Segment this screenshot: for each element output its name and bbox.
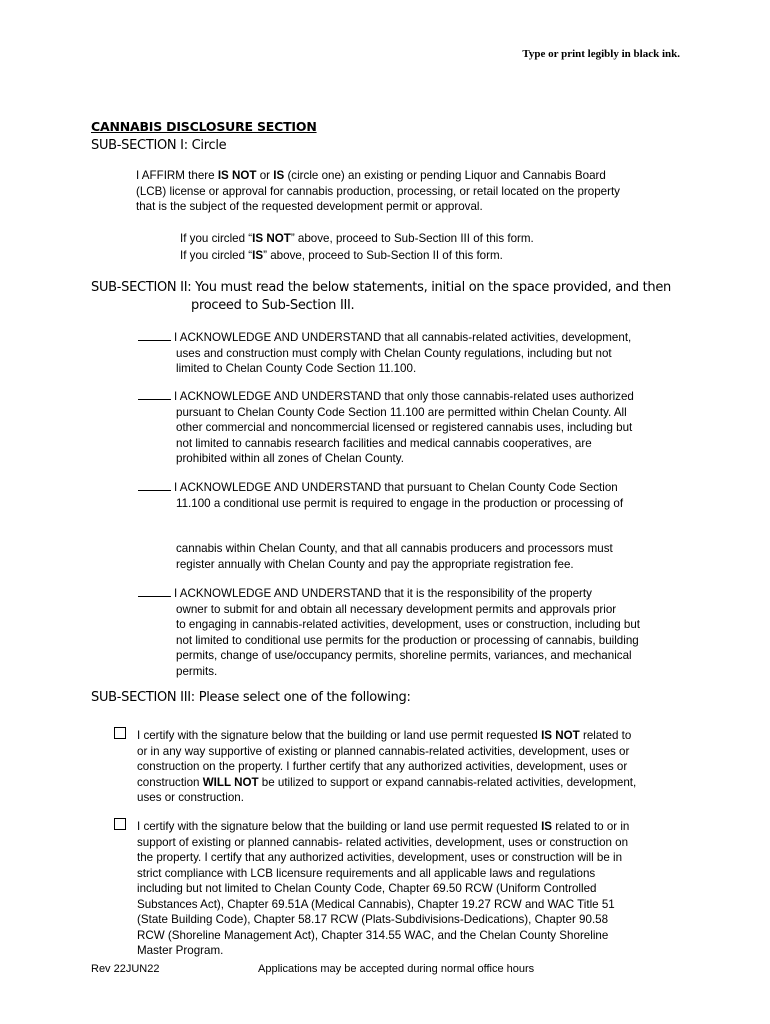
is-option[interactable]: IS: [273, 169, 285, 182]
subsection-1-heading: SUB-SECTION I: Circle: [91, 138, 227, 153]
affirm-paragraph: [136, 168, 696, 215]
affirm-line: I AFFIRM there IS NOT or IS (circle one) an existing or pending Liquor and Cannabis Board: [136, 169, 606, 182]
option-is-text: I certify with the signature below that the building or land use permit requested IS related to or in support of existing or planned cannabis- related activities, development, uses or construction on the property. I certify that any authorized activities, development, uses or construction will be in strict compliance with LCB licensure requirements and all applicable laws and regulations including but not limited to Chelan County Code, Chapter 69.50 RCW (Uniform Controlled Substances Act), Chapter 69.51A (Medical Cannabis), Chapter 19.27 RCW and WAC Title 51 (State Building Code), Chapter 58.17 RCW (Plats-Subdivisions-Dedications), Chapter 90.58 RCW (Shoreline Management Act), Chapter 314.55 WAC, and the Chelan County Shoreline Master Program.: [137, 820, 630, 957]
subsection-3-heading: SUB-SECTION III: Please select one of the following:: [91, 690, 411, 705]
initial-field[interactable]: [138, 329, 171, 341]
initial-field[interactable]: [138, 479, 171, 491]
section-title: CANNABIS DISCLOSURE SECTION: [91, 119, 317, 134]
initial-field[interactable]: [138, 388, 171, 400]
revision-label: Rev 22JUN22: [91, 963, 160, 975]
subsection-2-heading: SUB-SECTION II: You must read the below statements, initial on the space provided, and then proceed to Sub-Section III.: [91, 280, 671, 313]
acknowledgement-3: I ACKNOWLEDGE AND UNDERSTAND that pursuant to Chelan County Code Section 11.100 a conditional use permit is required to engage in the production or processing of: [138, 479, 698, 511]
is-not-option[interactable]: IS NOT: [217, 169, 257, 182]
header-note: Type or print legibly in black ink.: [522, 48, 680, 60]
footer-note: Applications may be accepted during normal office hours: [258, 963, 535, 975]
acknowledgement-1: I ACKNOWLEDGE AND UNDERSTAND that all cannabis-related activities, development, uses and construction must comply with Chelan County regulations, including but not limited to Chelan County Code Section 11.100.: [138, 329, 698, 377]
option-is-not-text: I certify with the signature below that the building or land use permit requested IS NOT related to or in any way supportive of existing or planned cannabis-related activities, development, uses or construction on the property. I further certify that any authorized activities, development, uses or construction WILL NOT be utilized to support or expand cannabis-related activities, development, uses or construction.: [137, 729, 637, 804]
option-is-checkbox[interactable]: [114, 818, 126, 830]
option-is-not-checkbox[interactable]: [114, 727, 126, 739]
acknowledgement-3-continued: cannabis within Chelan County, and that all cannabis producers and processors must register annually with Chelan County and pay the appropriate registration fee.: [176, 542, 613, 571]
affirm-line: that is the subject of the requested development permit or approval.: [136, 200, 483, 213]
instruction-line: If you circled “IS” above, proceed to Sub-Section II of this form.: [180, 249, 503, 262]
acknowledgement-4: I ACKNOWLEDGE AND UNDERSTAND that it is the responsibility of the property owner to submit for and obtain all necessary development permits and approvals prior to engaging in cannabis-related activities, development, uses or construction, including but not limited to conditional use permits for the production or processing of cannabis, building permits, change of use/occupancy permits, shoreline permits, variances, and mechanical permits.: [138, 585, 698, 679]
instruction-line: If you circled “IS NOT” above, proceed to Sub-Section III of this form.: [180, 232, 534, 245]
initial-field[interactable]: [138, 585, 171, 597]
circle-instructions: [180, 230, 700, 264]
acknowledgement-2: I ACKNOWLEDGE AND UNDERSTAND that only those cannabis-related uses authorized pursuant to Chelan County Code Section 11.100 are permitted within Chelan County. All other commercial and noncommercial licensed or registered cannabis uses, including but not limited to cannabis research facilities and medical cannabis cooperatives, are prohibited within all zones of Chelan County.: [138, 388, 698, 467]
affirm-line: (LCB) license or approval for cannabis production, processing, or retail located on the property: [136, 184, 620, 198]
